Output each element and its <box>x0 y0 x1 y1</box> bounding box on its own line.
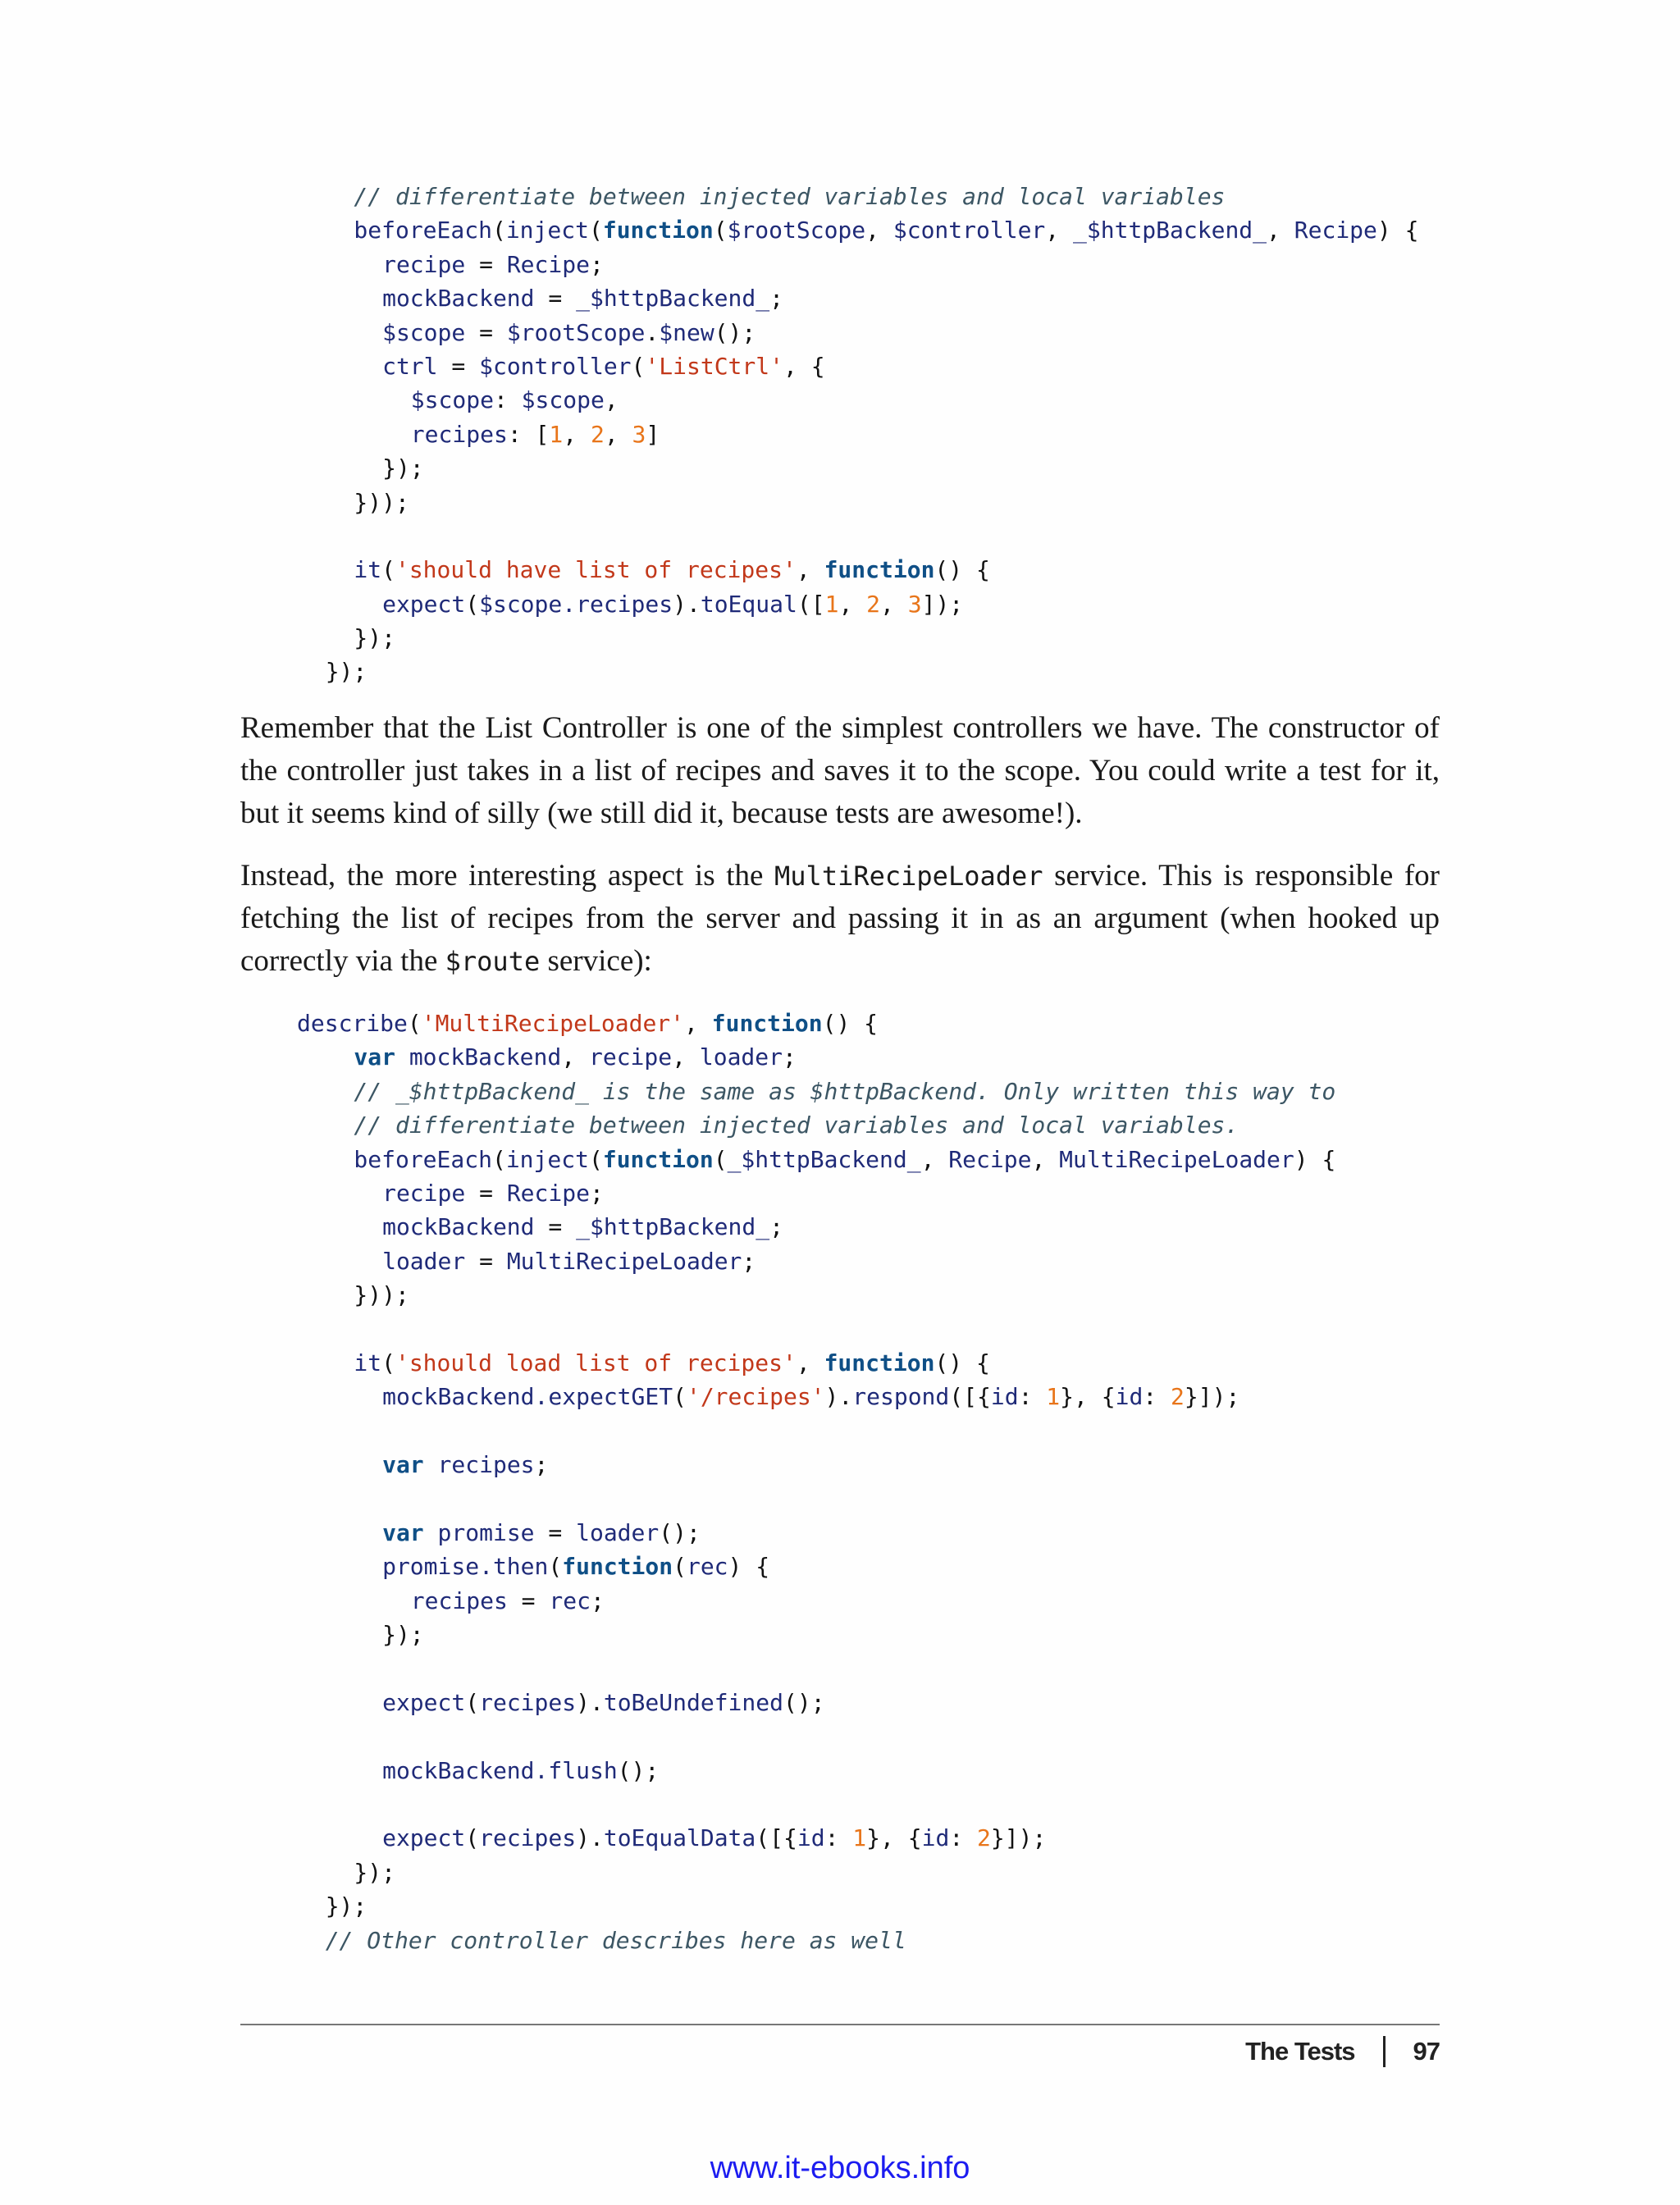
code-token-p: ) { <box>1294 1145 1336 1173</box>
code-line <box>297 519 1418 553</box>
code-token-p: ( <box>491 1145 506 1173</box>
code-token-id: $new <box>659 318 714 346</box>
code-token-id: recipes <box>479 1824 577 1852</box>
code-token-p: , <box>672 1043 700 1071</box>
code-token-id: toEqualData <box>603 1824 756 1852</box>
code-token-id: recipes <box>410 1586 508 1614</box>
code-token-id: Recipe <box>506 250 590 278</box>
code-token-com: // Other controller describes here as well <box>325 1926 906 1954</box>
code-listing-multi-recipe-loader-test <box>297 1007 1335 1957</box>
code-token-p: ( <box>673 1553 687 1581</box>
code-token-id: beforeEach <box>354 1145 492 1173</box>
text-run: Remember that the List Controller is one of the simplest controllers we have. The constructor of the controller just takes in a list of recipes and saves it to the scope. You could write a test for it, but it seems kind of silly (we still did it, because tests are awesome!). <box>240 711 1440 830</box>
code-line <box>297 1618 1335 1651</box>
code-token-p: () { <box>822 1010 879 1037</box>
code-token-p: ). <box>576 1688 604 1716</box>
code-token-id: _$httpBackend_ <box>727 1145 921 1173</box>
code-token-id: $rootScope <box>727 217 866 244</box>
code-token-id: id <box>921 1824 950 1852</box>
code-line <box>297 349 1418 383</box>
code-token-p: ; <box>769 285 783 313</box>
code-line <box>297 213 1418 247</box>
code-token-p: ; <box>783 1043 797 1071</box>
code-token-id: expect <box>382 1688 466 1716</box>
code-token-p: (); <box>659 1518 701 1546</box>
code-token-num: 3 <box>632 420 646 448</box>
code-token-p: ) { <box>1376 217 1419 244</box>
code-token-p: }, { <box>1060 1383 1116 1411</box>
code-token-kw: function <box>602 217 714 244</box>
code-token-p: ; <box>534 1451 549 1479</box>
code-token-kw: function <box>824 1349 935 1376</box>
code-line <box>297 1346 1335 1380</box>
code-token-p: = <box>534 1213 577 1241</box>
code-token-com: // differentiate between injected variables and local variables. <box>354 1112 1239 1139</box>
code-token-p: = <box>465 1247 507 1275</box>
code-token-str: 'ListCtrl' <box>645 352 783 380</box>
code-token-id: $controller <box>479 352 632 380</box>
code-token-id: MultiRecipeLoader <box>1059 1145 1294 1173</box>
watermark-link[interactable]: www.it-ebooks.info <box>710 2151 970 2185</box>
code-token-id: mockBackend <box>382 1213 535 1241</box>
code-line <box>297 1516 1335 1550</box>
code-token-p: : [ <box>507 420 550 448</box>
code-line <box>297 1312 1335 1346</box>
code-line <box>297 1210 1335 1244</box>
code-token-id: rec <box>549 1586 591 1614</box>
code-token-p: , <box>796 556 824 584</box>
code-token-kw: function <box>711 1010 823 1037</box>
code-token-p: ([ <box>797 590 825 618</box>
code-token-p: ( <box>465 1688 480 1716</box>
code-token-p: ]); <box>921 590 964 618</box>
code-token-p: ) { <box>728 1553 770 1581</box>
code-token-id: $scope <box>521 386 605 414</box>
code-token-p: ). <box>824 1383 853 1411</box>
code-token-id: Recipe <box>506 1179 590 1207</box>
code-token-id: mockBackend <box>395 1043 562 1071</box>
code-token-id: recipes <box>423 1451 535 1479</box>
code-token-id: inject <box>505 1145 589 1173</box>
code-token-id: mockBackend.expectGET <box>382 1383 673 1411</box>
text-run: service): <box>540 944 652 978</box>
code-line <box>297 383 1418 417</box>
code-token-num: 2 <box>590 420 605 448</box>
code-token-p: = <box>507 1586 550 1614</box>
code-token-id: loader <box>699 1043 783 1071</box>
code-token-num: 2 <box>1171 1383 1185 1411</box>
inline-code: MultiRecipeLoader <box>774 861 1043 892</box>
code-token-id: id <box>1115 1383 1144 1411</box>
code-token-id: recipe <box>382 1179 466 1207</box>
code-token-p: ( <box>588 1145 603 1173</box>
code-token-id: inject <box>505 217 589 244</box>
code-token-id: rec <box>686 1553 728 1581</box>
code-token-id: Recipe <box>948 1145 1032 1173</box>
code-token-id: $rootScope <box>506 318 646 346</box>
code-token-p: ([{ <box>756 1824 797 1852</box>
footer-divider <box>240 2024 1440 2025</box>
code-token-kw: var <box>382 1451 424 1479</box>
code-token-com: // _$httpBackend_ is the same as $httpBackend. Only written this way to <box>354 1077 1336 1105</box>
code-line <box>297 451 1418 485</box>
code-token-p: , <box>1267 217 1294 244</box>
code-token-id: recipes <box>410 420 508 448</box>
code-line <box>297 621 1418 655</box>
paragraph-multi-recipe-loader <box>240 855 1440 983</box>
code-token-id: loader <box>382 1247 466 1275</box>
code-token-p: , <box>604 420 632 448</box>
code-token-p: , <box>838 590 867 618</box>
code-token-id: _$httpBackend_ <box>576 1213 770 1241</box>
code-token-num: 1 <box>852 1824 867 1852</box>
code-token-p: })); <box>354 1281 409 1309</box>
code-token-p: = <box>465 318 507 346</box>
code-token-id: mockBackend <box>382 285 535 313</box>
code-line <box>297 1278 1335 1312</box>
code-token-id: $scope <box>382 318 466 346</box>
code-token-kw: var <box>354 1043 395 1071</box>
code-token-id: promise.then <box>382 1553 549 1581</box>
code-token-str: 'MultiRecipeLoader' <box>421 1010 685 1037</box>
code-token-p: : <box>1018 1383 1047 1411</box>
code-token-p: }); <box>325 1892 368 1920</box>
code-token-p: ; <box>590 1586 605 1614</box>
code-token-p: . <box>645 318 660 346</box>
code-token-kw: function <box>602 1145 714 1173</box>
code-token-p: })); <box>354 488 409 516</box>
code-token-id: Recipe <box>1294 217 1377 244</box>
code-token-p: = <box>534 285 577 313</box>
code-token-num: 1 <box>549 420 564 448</box>
code-token-p: ; <box>589 250 604 278</box>
code-token-id: describe <box>297 1010 408 1037</box>
code-token-str: 'should load list of recipes' <box>395 1349 797 1376</box>
code-token-p: }]); <box>990 1824 1047 1852</box>
code-token-p: , <box>1045 217 1074 244</box>
code-token-p: , <box>880 590 908 618</box>
code-token-p: = <box>437 352 480 380</box>
page-number: 97 <box>1413 2037 1440 2066</box>
code-token-p: ] <box>646 420 660 448</box>
code-token-p: (); <box>617 1756 660 1784</box>
code-line <box>297 316 1418 349</box>
code-token-p: () { <box>934 1349 990 1376</box>
code-token-p: ). <box>576 1824 604 1852</box>
code-token-id: mockBackend.flush <box>382 1756 618 1784</box>
code-token-p: ( <box>465 1824 480 1852</box>
code-token-p: }); <box>354 1858 395 1886</box>
code-line <box>297 553 1418 587</box>
code-token-p: ( <box>465 590 480 618</box>
code-token-p: () { <box>934 556 990 584</box>
code-token-num: 3 <box>907 590 922 618</box>
code-token-p: ( <box>673 1383 687 1411</box>
code-line <box>297 1481 1335 1515</box>
code-token-p: ( <box>713 1145 728 1173</box>
code-token-p: ( <box>381 1349 395 1376</box>
code-token-p: , <box>561 1043 589 1071</box>
code-token-p: : <box>1143 1383 1171 1411</box>
code-token-p: , <box>604 386 619 414</box>
code-token-p: (); <box>714 318 756 346</box>
code-token-p: , <box>563 420 591 448</box>
inline-code: $route <box>445 946 541 977</box>
code-line <box>297 248 1418 281</box>
code-token-p: ( <box>588 217 603 244</box>
code-token-kw: function <box>562 1553 673 1581</box>
code-token-id: $controller <box>892 217 1046 244</box>
code-token-id: _$httpBackend_ <box>576 285 770 313</box>
code-line <box>297 1821 1335 1855</box>
code-token-num: 1 <box>1046 1383 1061 1411</box>
code-token-id: beforeEach <box>354 217 492 244</box>
code-token-p: ; <box>742 1247 756 1275</box>
code-token-id: id <box>990 1383 1019 1411</box>
code-token-p: ( <box>491 217 506 244</box>
code-token-p: }); <box>382 1621 424 1649</box>
code-token-p: (); <box>783 1688 825 1716</box>
code-token-id: expect <box>382 590 466 618</box>
code-token-com: // differentiate between injected variables and local variables <box>354 183 1226 210</box>
code-line <box>297 281 1418 315</box>
code-token-p: = <box>534 1518 577 1546</box>
code-token-p: , <box>796 1349 824 1376</box>
code-token-p: = <box>465 1179 507 1207</box>
code-token-p: }]); <box>1184 1383 1240 1411</box>
code-line <box>297 587 1418 621</box>
code-line <box>297 1686 1335 1719</box>
code-line <box>297 1787 1335 1821</box>
code-line <box>297 1143 1335 1176</box>
code-token-p: : <box>493 386 522 414</box>
code-token-p: }, { <box>866 1824 922 1852</box>
code-token-kw: var <box>382 1518 424 1546</box>
code-token-str: 'should have list of recipes' <box>395 556 797 584</box>
code-token-id: promise <box>423 1518 535 1546</box>
code-line <box>297 486 1418 519</box>
code-listing-list-ctrl-test <box>297 180 1418 689</box>
code-token-str: '/recipes' <box>686 1383 825 1411</box>
code-token-id: MultiRecipeLoader <box>506 1247 742 1275</box>
code-token-id: ctrl <box>382 352 438 380</box>
code-token-p: , { <box>783 352 825 380</box>
code-line <box>297 1889 1335 1923</box>
code-line <box>297 1550 1335 1583</box>
code-token-id: $scope <box>410 386 494 414</box>
code-line <box>297 1856 1335 1889</box>
code-line <box>297 1414 1335 1448</box>
code-token-p: = <box>465 250 507 278</box>
code-token-id: expect <box>382 1824 466 1852</box>
code-token-p: ; <box>589 1179 604 1207</box>
code-line <box>297 1651 1335 1685</box>
code-token-p: ; <box>769 1213 783 1241</box>
code-token-id: it <box>354 556 382 584</box>
code-token-id: id <box>797 1824 825 1852</box>
code-token-p: ). <box>673 590 701 618</box>
code-token-num: 2 <box>866 590 881 618</box>
code-token-p: ( <box>548 1553 563 1581</box>
text-run: Instead, the more interesting aspect is the <box>240 859 775 892</box>
code-token-id: _$httpBackend_ <box>1073 217 1267 244</box>
code-line <box>297 1108 1335 1142</box>
code-token-id: recipe <box>588 1043 673 1071</box>
code-line <box>297 1584 1335 1618</box>
code-line <box>297 1380 1335 1413</box>
code-line <box>297 1754 1335 1787</box>
code-token-num: 1 <box>824 590 839 618</box>
page-footer <box>1245 2036 1440 2067</box>
code-token-id: recipe <box>382 250 466 278</box>
code-token-id: toEqual <box>700 590 797 618</box>
code-line <box>297 1040 1335 1074</box>
text-run: service. This is responsible for fetching the list of recipes from the server and passing it in as an argument (when hooked up correctly via the <box>240 859 1440 978</box>
code-token-id: toBeUndefined <box>603 1688 783 1716</box>
footer-section-title: The Tests <box>1245 2037 1355 2066</box>
code-token-p: , <box>920 1145 949 1173</box>
code-line <box>297 180 1418 213</box>
code-token-kw: function <box>824 556 935 584</box>
code-token-p: ([{ <box>949 1383 991 1411</box>
code-token-id: loader <box>576 1518 660 1546</box>
code-token-p: ( <box>381 556 395 584</box>
footer-separator <box>1383 2036 1386 2067</box>
code-token-p: }); <box>325 658 368 686</box>
code-token-p: , <box>684 1010 712 1037</box>
code-token-p: , <box>865 217 893 244</box>
code-token-id: $scope.recipes <box>479 590 673 618</box>
code-token-p: : <box>949 1824 978 1852</box>
code-line <box>297 1448 1335 1481</box>
code-token-p: ( <box>713 217 728 244</box>
code-line <box>297 1924 1335 1957</box>
code-token-p: , <box>1031 1145 1060 1173</box>
code-line <box>297 1719 1335 1753</box>
code-line <box>297 1176 1335 1210</box>
code-line <box>297 1007 1335 1040</box>
code-token-id: it <box>354 1349 382 1376</box>
code-token-p: : <box>824 1824 853 1852</box>
code-token-id: recipes <box>479 1688 577 1716</box>
code-token-p: ( <box>631 352 646 380</box>
code-line <box>297 655 1418 688</box>
code-line <box>297 418 1418 451</box>
code-token-p: }); <box>354 624 395 652</box>
code-token-num: 2 <box>977 1824 991 1852</box>
paragraph-list-controller <box>240 707 1440 835</box>
code-token-id: respond <box>852 1383 950 1411</box>
code-line <box>297 1244 1335 1278</box>
code-token-p: }); <box>382 454 424 482</box>
code-token-p: ( <box>407 1010 422 1037</box>
code-line <box>297 1075 1335 1108</box>
